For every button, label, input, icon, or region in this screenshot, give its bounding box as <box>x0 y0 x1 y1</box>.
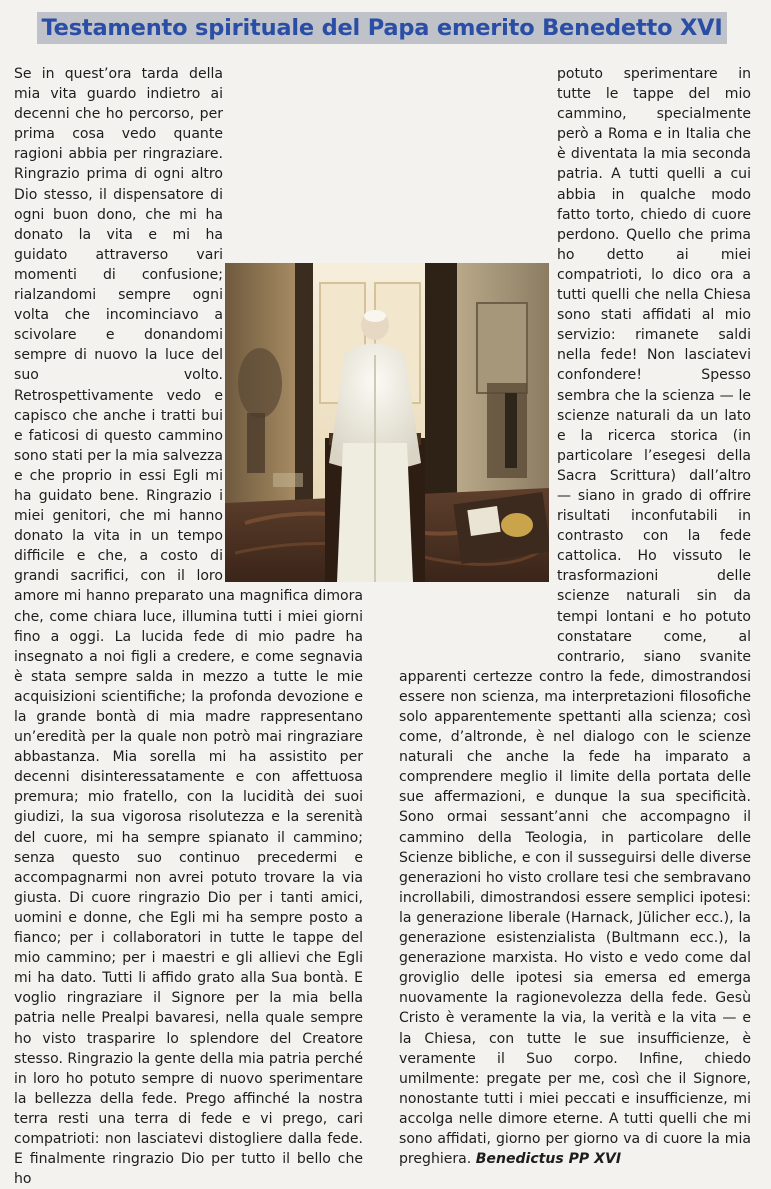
signature: Benedictus PP XVI <box>475 1151 622 1168</box>
pope-praying-photo <box>225 263 549 582</box>
article-text-right-body: potuto sperimentare in tutte le tappe del mio cammino, specialmente però a Roma e in Italia che è diventata la mia seconda patria. A tutti quelli a cui abbia in qualche modo fatto torto, chiedo di cuore perdono. Quello che prima ho detto ai miei compatrioti, lo dico ora a tutti quelli che nella Chiesa sono stati affidati al mio servizio: rimanete saldi nella fede! Non lasciatevi confondere! Spesso sembra che la scienza — le scienze naturali da un lato e la ricerca storica (in particolare l’esegesi della Sacra Scrittura) dall’altro — siano in grado di offrire risultati inconfutabili in contrasto con la fede cattolica. Ho vissuto le trasformazioni delle scienze naturali sin da tempi lontani e ho potuto constatare come, al contrario, siano svanite apparenti certezze contro la fede, dimostrandosi essere non scienza, ma interpretazioni filosofiche solo apparentemente spettanti alla scienza; così come, d’altronde, è nel dialogo con le scienze naturali che anche la fede ha imparato a comprendere meglio il limite della portata delle sue affermazioni, e dunque la sua specificità. Sono ormai sessant’anni che accompagno il cammino della Teologia, in particolare delle Scienze bibliche, e con il susseguirsi delle diverse generazioni ho visto crollare tesi che sembravano incrollabili, dimostrandosi essere semplici ipotesi: la generazione liberale (Harnack, Jülicher ecc.), la generazione esistenzialista (Bultmann ecc.), la generazione marxista. Ho visto e vedo come dal groviglio delle ipotesi sia emersa ed emerga nuovamente la ragionevolezza della fede. Gesù Cristo è veramente la via, la verità e la vita — e la Chiesa, con tutte le sue insufficienze, è veramente il Suo corpo. Infine, chiedo umilmente: pregate per me, così che il Signore, nonostante tutti i miei peccati e insufficienze, mi accolga nelle dimore eterne. A tutti quelli che mi sono affidati, giorno per giorno va di cuore la mia preghiera. <box>399 66 751 1168</box>
title-bar <box>37 12 727 44</box>
article-column-left <box>14 64 363 1189</box>
page-title: Testamento spirituale del Papa emerito Benedetto XVI <box>41 15 723 41</box>
photo-illustration <box>225 263 549 582</box>
article-text-left: Se in quest’ora tarda della mia vita guardo indietro ai decenni che ho percorso, per prima cosa vedo quante ragioni abbia per ringraziare. Ringrazio prima di ogni altro Dio stesso, il dispensatore di ogni buon dono, che mi ha donato la vita e mi ha guidato attraverso vari momenti di confusione; rialzandomi sempre ogni volta che incominciavo a scivolare e donandomi sempre di nuovo la luce del suo volto. Retrospettivamente vedo e capisco che anche i tratti bui e faticosi di questo cammino sono stati per la mia salvezza e che proprio in essi Egli mi ha guidato bene. Ringrazio i miei genitori, che mi hanno donato la vita in un tempo difficile e che, a costo di grandi sacrifici, con il loro amore mi hanno preparato una magnifica dimora che, come chiara luce, illumina tutti i miei giorni fino a oggi. La lucida fede di mio padre ha insegnato a noi figli a credere, e come segnavia è stata sempre salda in mezzo a tutte le mie acquisizioni scientifiche; la profonda devozione e la grande bontà di mia madre rappresentano un’eredità per la quale non potrò mai ringraziare abbastanza. Mia sorella mi ha assistito per decenni disinteressatamente e con affettuosa premura; mio fratello, con la lucidità dei suoi giudizi, la sua vigorosa risolutezza e la serenità del cuore, mi ha sempre spianato il cammino; senza questo suo continuo precedermi e accompagnarmi non avrei potuto trovare la via giusta. Di cuore ringrazio Dio per i tanti amici, uomini e donne, che Egli mi ha sempre posto a fianco; per i collaboratori in tutte le tappe del mio cammino; per i maestri e gli allievi che Egli mi ha dato. Tutti li affido grato alla Sua bontà. E voglio ringraziare il Signore per la mia bella patria nelle Prealpi bavaresi, nella quale sempre ho visto trasparire lo splendore del Creatore stesso. Ringrazio la gente della mia patria perché in loro ho potuto sempre di nuovo sperimentare la bellezza della fede. Prego affinché la nostra terra resti una terra di fede e vi prego, cari compatrioti: non lasciatevi distogliere dalla fede. E finalmente ringrazio Dio per tutto il bello che ho <box>14 66 363 1188</box>
article-column-right <box>399 64 751 1169</box>
